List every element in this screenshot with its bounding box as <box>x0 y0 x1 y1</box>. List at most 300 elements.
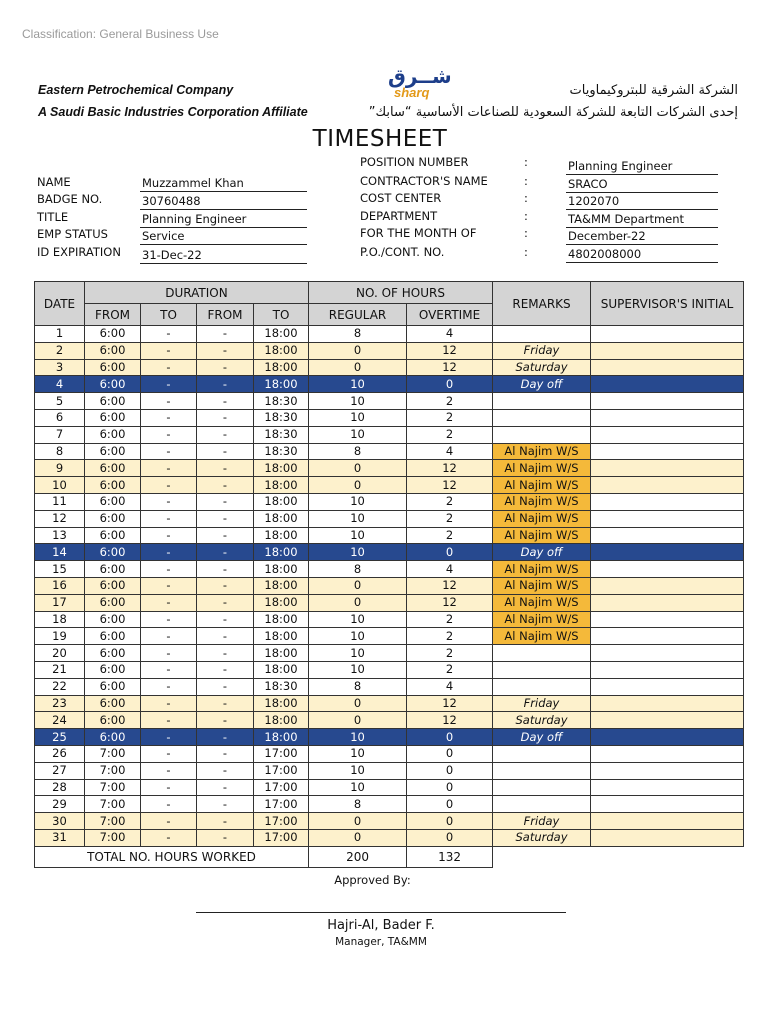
field-label: CONTRACTOR'S NAME <box>360 174 488 188</box>
cell-date: 13 <box>35 527 85 544</box>
cell-remarks <box>493 745 591 762</box>
cell-from2: - <box>197 712 254 729</box>
cell-remarks <box>493 661 591 678</box>
cell-regular: 10 <box>309 779 407 796</box>
cell-from: 6:00 <box>85 561 141 578</box>
cell-to2: 18:30 <box>254 393 309 410</box>
cell-from: 7:00 <box>85 829 141 846</box>
cell-from: 6:00 <box>85 393 141 410</box>
table-row <box>35 695 744 712</box>
cell-to: - <box>141 762 197 779</box>
cell-from2: - <box>197 594 254 611</box>
cell-from: 6:00 <box>85 443 141 460</box>
cell-regular: 10 <box>309 544 407 561</box>
cell-to: - <box>141 359 197 376</box>
cell-to: - <box>141 376 197 393</box>
header-duration: DURATION <box>85 282 309 304</box>
table-row <box>35 443 744 460</box>
field-label: BADGE NO. <box>37 192 103 206</box>
table-row <box>35 426 744 443</box>
table-row <box>35 628 744 645</box>
cell-from2: - <box>197 762 254 779</box>
cell-to2: 17:00 <box>254 813 309 830</box>
company-name-ar: الشركة الشرقية للبتروكيماويات <box>569 83 738 98</box>
cell-supervisor <box>591 342 744 359</box>
cell-date: 29 <box>35 796 85 813</box>
table-row <box>35 544 744 561</box>
field-label: ID EXPIRATION <box>37 245 121 259</box>
cell-supervisor <box>591 393 744 410</box>
cell-from2: - <box>197 628 254 645</box>
cell-remarks <box>493 779 591 796</box>
cell-date: 30 <box>35 813 85 830</box>
cell-date: 22 <box>35 678 85 695</box>
cell-from: 6:00 <box>85 611 141 628</box>
cell-regular: 10 <box>309 762 407 779</box>
cell-remarks: Al Najim W/S <box>493 510 591 527</box>
cell-from2: - <box>197 695 254 712</box>
header-to-2: TO <box>254 304 309 326</box>
cell-from: 6:00 <box>85 493 141 510</box>
cell-from: 6:00 <box>85 426 141 443</box>
field-value: Service <box>140 228 307 245</box>
cell-from2: - <box>197 745 254 762</box>
cell-to: - <box>141 544 197 561</box>
table-row <box>35 813 744 830</box>
cell-from2: - <box>197 544 254 561</box>
cell-to2: 18:00 <box>254 477 309 494</box>
total-label: TOTAL NO. HOURS WORKED <box>35 846 309 867</box>
cell-from2: - <box>197 779 254 796</box>
cell-to: - <box>141 443 197 460</box>
cell-remarks: Al Najim W/S <box>493 493 591 510</box>
cell-regular: 0 <box>309 577 407 594</box>
cell-remarks: Day off <box>493 544 591 561</box>
cell-from: 6:00 <box>85 577 141 594</box>
table-row <box>35 376 744 393</box>
cell-supervisor <box>591 611 744 628</box>
cell-from: 6:00 <box>85 628 141 645</box>
cell-from: 6:00 <box>85 661 141 678</box>
cell-from2: - <box>197 393 254 410</box>
field-value: Muzzammel Khan <box>140 175 307 192</box>
cell-from2: - <box>197 729 254 746</box>
cell-regular: 10 <box>309 661 407 678</box>
table-row <box>35 561 744 578</box>
cell-from: 6:00 <box>85 712 141 729</box>
cell-date: 1 <box>35 326 85 343</box>
field-value: 4802008000 <box>566 246 718 263</box>
cell-supervisor <box>591 661 744 678</box>
cell-remarks: Saturday <box>493 359 591 376</box>
cell-overtime: 12 <box>407 712 493 729</box>
cell-to: - <box>141 577 197 594</box>
cell-date: 4 <box>35 376 85 393</box>
cell-supervisor <box>591 561 744 578</box>
cell-from2: - <box>197 527 254 544</box>
cell-to2: 18:00 <box>254 712 309 729</box>
header-to: TO <box>141 304 197 326</box>
cell-supervisor <box>591 779 744 796</box>
cell-date: 25 <box>35 729 85 746</box>
cell-from2: - <box>197 342 254 359</box>
cell-from: 6:00 <box>85 645 141 662</box>
cell-supervisor <box>591 678 744 695</box>
cell-supervisor <box>591 426 744 443</box>
total-blank-2 <box>591 846 744 867</box>
logo-arabic-text: شــرق <box>388 64 452 88</box>
field-colon: : <box>524 191 528 205</box>
cell-remarks <box>493 678 591 695</box>
cell-from2: - <box>197 510 254 527</box>
field-label: FOR THE MONTH OF <box>360 226 477 240</box>
cell-to: - <box>141 342 197 359</box>
cell-regular: 0 <box>309 359 407 376</box>
cell-supervisor <box>591 628 744 645</box>
cell-to: - <box>141 393 197 410</box>
cell-overtime: 4 <box>407 561 493 578</box>
cell-to: - <box>141 409 197 426</box>
cell-to: - <box>141 813 197 830</box>
cell-to2: 18:30 <box>254 426 309 443</box>
field-value: 30760488 <box>140 193 307 210</box>
cell-date: 17 <box>35 594 85 611</box>
field-colon: : <box>524 155 528 169</box>
table-row <box>35 611 744 628</box>
sharq-logo <box>386 64 456 104</box>
cell-overtime: 12 <box>407 359 493 376</box>
cell-supervisor <box>591 729 744 746</box>
cell-date: 7 <box>35 426 85 443</box>
field-value: 1202070 <box>566 193 718 210</box>
cell-regular: 8 <box>309 326 407 343</box>
cell-regular: 10 <box>309 376 407 393</box>
field-label: NAME <box>37 175 71 189</box>
cell-from2: - <box>197 326 254 343</box>
field-label: POSITION NUMBER <box>360 155 469 169</box>
cell-date: 9 <box>35 460 85 477</box>
cell-to: - <box>141 645 197 662</box>
cell-to: - <box>141 712 197 729</box>
cell-from: 6:00 <box>85 409 141 426</box>
table-row <box>35 409 744 426</box>
cell-date: 21 <box>35 661 85 678</box>
cell-supervisor <box>591 796 744 813</box>
cell-supervisor <box>591 762 744 779</box>
cell-to: - <box>141 829 197 846</box>
cell-overtime: 0 <box>407 745 493 762</box>
header-hours: NO. OF HOURS <box>309 282 493 304</box>
cell-from: 6:00 <box>85 359 141 376</box>
cell-remarks: Al Najim W/S <box>493 527 591 544</box>
cell-overtime: 4 <box>407 326 493 343</box>
cell-to: - <box>141 678 197 695</box>
cell-overtime: 2 <box>407 645 493 662</box>
cell-date: 15 <box>35 561 85 578</box>
cell-to2: 17:00 <box>254 745 309 762</box>
cell-from2: - <box>197 661 254 678</box>
cell-supervisor <box>591 376 744 393</box>
cell-supervisor <box>591 745 744 762</box>
cell-from2: - <box>197 829 254 846</box>
cell-to2: 18:00 <box>254 510 309 527</box>
cell-to2: 18:00 <box>254 561 309 578</box>
cell-to: - <box>141 611 197 628</box>
cell-supervisor <box>591 829 744 846</box>
cell-from2: - <box>197 493 254 510</box>
cell-from: 7:00 <box>85 796 141 813</box>
header-from: FROM <box>85 304 141 326</box>
cell-date: 2 <box>35 342 85 359</box>
cell-remarks: Al Najim W/S <box>493 577 591 594</box>
cell-to: - <box>141 493 197 510</box>
table-row <box>35 527 744 544</box>
cell-from: 6:00 <box>85 342 141 359</box>
cell-regular: 0 <box>309 594 407 611</box>
cell-regular: 10 <box>309 729 407 746</box>
cell-regular: 0 <box>309 695 407 712</box>
table-row <box>35 359 744 376</box>
cell-to: - <box>141 628 197 645</box>
field-value: Planning Engineer <box>566 158 718 175</box>
cell-from2: - <box>197 577 254 594</box>
cell-remarks <box>493 645 591 662</box>
cell-regular: 0 <box>309 813 407 830</box>
cell-from2: - <box>197 561 254 578</box>
cell-overtime: 0 <box>407 762 493 779</box>
field-label: EMP STATUS <box>37 227 108 241</box>
cell-from: 6:00 <box>85 527 141 544</box>
cell-overtime: 0 <box>407 376 493 393</box>
cell-to2: 18:30 <box>254 409 309 426</box>
company-affiliate-ar: إحدى الشركات التابعة للشركة السعودية للصناعات الأساسية “سابك” <box>368 105 738 120</box>
cell-date: 12 <box>35 510 85 527</box>
cell-date: 3 <box>35 359 85 376</box>
cell-from2: - <box>197 796 254 813</box>
cell-overtime: 2 <box>407 409 493 426</box>
cell-remarks: Saturday <box>493 712 591 729</box>
cell-regular: 0 <box>309 712 407 729</box>
cell-from: 6:00 <box>85 729 141 746</box>
cell-supervisor <box>591 544 744 561</box>
cell-regular: 8 <box>309 678 407 695</box>
total-overtime: 132 <box>407 846 493 867</box>
cell-overtime: 0 <box>407 813 493 830</box>
cell-date: 28 <box>35 779 85 796</box>
cell-date: 5 <box>35 393 85 410</box>
cell-from: 6:00 <box>85 678 141 695</box>
cell-from2: - <box>197 409 254 426</box>
cell-remarks: Saturday <box>493 829 591 846</box>
cell-from: 6:00 <box>85 544 141 561</box>
company-name-en: Eastern Petrochemical Company <box>38 83 234 97</box>
header-overtime: OVERTIME <box>407 304 493 326</box>
table-row <box>35 661 744 678</box>
cell-overtime: 0 <box>407 829 493 846</box>
cell-supervisor <box>591 645 744 662</box>
cell-remarks <box>493 393 591 410</box>
cell-to2: 17:00 <box>254 762 309 779</box>
cell-remarks: Al Najim W/S <box>493 611 591 628</box>
cell-remarks <box>493 409 591 426</box>
cell-supervisor <box>591 443 744 460</box>
cell-regular: 10 <box>309 510 407 527</box>
cell-remarks: Al Najim W/S <box>493 628 591 645</box>
cell-to: - <box>141 779 197 796</box>
cell-regular: 10 <box>309 426 407 443</box>
cell-from: 6:00 <box>85 510 141 527</box>
cell-to2: 18:00 <box>254 342 309 359</box>
cell-from: 7:00 <box>85 813 141 830</box>
cell-supervisor <box>591 695 744 712</box>
cell-supervisor <box>591 712 744 729</box>
table-row <box>35 762 744 779</box>
cell-overtime: 0 <box>407 729 493 746</box>
cell-overtime: 2 <box>407 611 493 628</box>
cell-date: 11 <box>35 493 85 510</box>
total-regular: 200 <box>309 846 407 867</box>
header-date: DATE <box>35 282 85 326</box>
cell-date: 27 <box>35 762 85 779</box>
cell-date: 20 <box>35 645 85 662</box>
cell-remarks: Day off <box>493 729 591 746</box>
classification-label: Classification: General Business Use <box>22 27 219 41</box>
cell-from: 6:00 <box>85 376 141 393</box>
cell-remarks: Al Najim W/S <box>493 443 591 460</box>
cell-regular: 0 <box>309 460 407 477</box>
cell-to2: 18:00 <box>254 376 309 393</box>
cell-regular: 8 <box>309 796 407 813</box>
cell-from2: - <box>197 813 254 830</box>
cell-to2: 17:00 <box>254 779 309 796</box>
cell-to2: 18:00 <box>254 661 309 678</box>
cell-regular: 10 <box>309 409 407 426</box>
cell-from2: - <box>197 477 254 494</box>
cell-overtime: 2 <box>407 426 493 443</box>
approver-title: Manager, TA&MM <box>335 936 427 948</box>
cell-regular: 0 <box>309 477 407 494</box>
cell-to: - <box>141 460 197 477</box>
table-row <box>35 712 744 729</box>
field-colon: : <box>524 245 528 259</box>
cell-regular: 0 <box>309 342 407 359</box>
header-supervisor: SUPERVISOR'S INITIAL <box>591 282 744 326</box>
cell-overtime: 2 <box>407 661 493 678</box>
cell-regular: 10 <box>309 393 407 410</box>
cell-from: 6:00 <box>85 477 141 494</box>
cell-to: - <box>141 426 197 443</box>
cell-overtime: 2 <box>407 527 493 544</box>
cell-overtime: 12 <box>407 342 493 359</box>
cell-regular: 8 <box>309 443 407 460</box>
total-row <box>35 846 744 867</box>
cell-overtime: 2 <box>407 493 493 510</box>
cell-to: - <box>141 796 197 813</box>
cell-to: - <box>141 661 197 678</box>
cell-to2: 18:30 <box>254 678 309 695</box>
header-remarks: REMARKS <box>493 282 591 326</box>
cell-regular: 8 <box>309 561 407 578</box>
cell-to: - <box>141 695 197 712</box>
field-value: December-22 <box>566 228 718 245</box>
timesheet-body <box>35 326 744 847</box>
cell-to2: 18:30 <box>254 443 309 460</box>
cell-regular: 10 <box>309 527 407 544</box>
cell-from2: - <box>197 645 254 662</box>
field-colon: : <box>524 209 528 223</box>
cell-overtime: 4 <box>407 443 493 460</box>
table-row <box>35 779 744 796</box>
table-row <box>35 342 744 359</box>
logo-english-text: sharq <box>394 85 430 100</box>
table-row <box>35 796 744 813</box>
cell-to: - <box>141 561 197 578</box>
field-value: SRACO <box>566 176 718 193</box>
cell-to: - <box>141 477 197 494</box>
cell-supervisor <box>591 510 744 527</box>
cell-to2: 17:00 <box>254 829 309 846</box>
cell-supervisor <box>591 359 744 376</box>
table-row <box>35 393 744 410</box>
cell-remarks <box>493 326 591 343</box>
cell-remarks: Al Najim W/S <box>493 594 591 611</box>
cell-date: 8 <box>35 443 85 460</box>
cell-overtime: 12 <box>407 460 493 477</box>
cell-date: 16 <box>35 577 85 594</box>
cell-regular: 10 <box>309 628 407 645</box>
cell-remarks: Al Najim W/S <box>493 460 591 477</box>
cell-supervisor <box>591 326 744 343</box>
cell-remarks: Friday <box>493 342 591 359</box>
cell-overtime: 4 <box>407 678 493 695</box>
cell-regular: 10 <box>309 645 407 662</box>
cell-from: 7:00 <box>85 779 141 796</box>
cell-to2: 18:00 <box>254 527 309 544</box>
cell-from2: - <box>197 611 254 628</box>
cell-regular: 10 <box>309 493 407 510</box>
cell-regular: 0 <box>309 829 407 846</box>
cell-to: - <box>141 510 197 527</box>
cell-to: - <box>141 326 197 343</box>
field-value: Planning Engineer <box>140 211 307 228</box>
field-value: TA&MM Department <box>566 211 718 228</box>
cell-supervisor <box>591 477 744 494</box>
cell-overtime: 12 <box>407 577 493 594</box>
cell-to2: 18:00 <box>254 628 309 645</box>
cell-overtime: 0 <box>407 544 493 561</box>
table-row <box>35 594 744 611</box>
cell-supervisor <box>591 594 744 611</box>
cell-to: - <box>141 594 197 611</box>
cell-regular: 10 <box>309 611 407 628</box>
field-label: P.O./CONT. NO. <box>360 245 445 259</box>
approver-name: Hajri-Al, Bader F. <box>327 918 435 933</box>
cell-to2: 17:00 <box>254 796 309 813</box>
table-row <box>35 577 744 594</box>
table-row <box>35 678 744 695</box>
cell-from: 7:00 <box>85 762 141 779</box>
cell-date: 23 <box>35 695 85 712</box>
cell-to2: 18:00 <box>254 645 309 662</box>
cell-from2: - <box>197 359 254 376</box>
table-row <box>35 493 744 510</box>
field-label: DEPARTMENT <box>360 209 438 223</box>
cell-to2: 18:00 <box>254 577 309 594</box>
field-label: TITLE <box>37 210 69 224</box>
cell-from: 6:00 <box>85 594 141 611</box>
cell-to2: 18:00 <box>254 493 309 510</box>
cell-from: 6:00 <box>85 326 141 343</box>
